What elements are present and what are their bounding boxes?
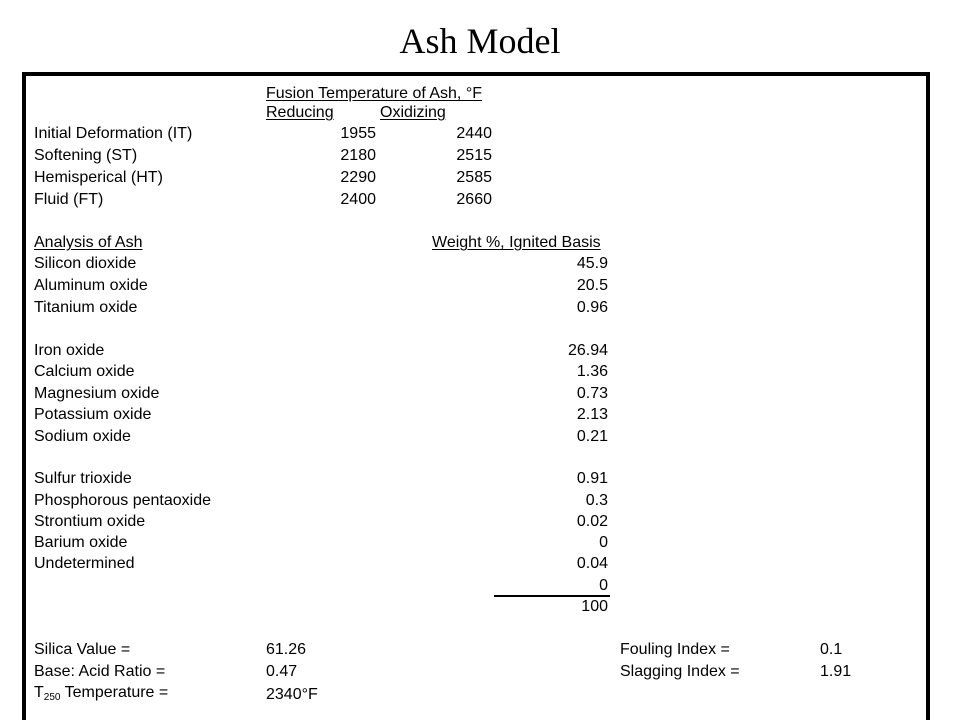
ash-data-panel (22, 72, 930, 720)
analysis-row-value: 0.04 (576, 555, 608, 572)
t250-temperature-label (34, 683, 168, 707)
base-acid-ratio-value: 0.47 (266, 663, 298, 680)
slide-title: Ash Model (399, 21, 561, 61)
fusion-header: Fusion Temperature of Ash, °F (266, 85, 482, 102)
fusion-row-oxidizing: 2585 (456, 169, 492, 186)
fouling-index-label: Fouling Index = (620, 641, 730, 658)
analysis-row-label: Silicon dioxide (34, 255, 137, 272)
col-oxidizing-header: Oxidizing (380, 104, 446, 121)
col-reducing-header: Reducing (266, 104, 334, 121)
analysis-row-label: Barium oxide (34, 534, 128, 551)
analysis-row-label: Strontium oxide (34, 513, 146, 530)
base-acid-ratio-label: Base: Acid Ratio = (34, 663, 166, 680)
analysis-row-value: 26.94 (567, 342, 608, 359)
analysis-row-value: 1.36 (576, 363, 608, 380)
t250-subscript: 250 (43, 692, 61, 703)
silica-value-label: Silica Value = (34, 641, 131, 658)
analysis-row-label: Phosphorous pentaoxide (34, 492, 212, 509)
analysis-row-value: 0 (599, 534, 608, 551)
analysis-row-value: 0 (599, 577, 608, 594)
analysis-header-value: Weight %, Ignited Basis (432, 234, 601, 251)
analysis-row-value: 20.5 (576, 277, 608, 294)
fusion-row-label: Fluid (FT) (34, 191, 104, 208)
analysis-row-label: Undetermined (34, 555, 135, 572)
analysis-row-label: Sulfur trioxide (34, 470, 132, 487)
fusion-row-oxidizing: 2660 (456, 191, 492, 208)
fusion-row-reducing: 2180 (340, 147, 376, 164)
fusion-row-label: Hemisperical (HT) (34, 169, 163, 186)
slagging-index-label: Slagging Index = (620, 663, 740, 680)
analysis-row-label: Sodium oxide (34, 428, 131, 445)
analysis-row-value: 0.02 (576, 513, 608, 530)
fusion-row-label: Initial Deformation (IT) (34, 125, 193, 142)
t250-suffix: Temperature = (60, 684, 169, 701)
analysis-row-value: 0.91 (576, 470, 608, 487)
fouling-index-value: 0.1 (820, 641, 843, 658)
analysis-row-value: 0.3 (585, 492, 608, 509)
fusion-row-oxidizing: 2515 (456, 147, 492, 164)
analysis-row-label: Titanium oxide (34, 299, 138, 316)
fusion-row-reducing: 2290 (340, 169, 376, 186)
analysis-row-value: 45.9 (576, 255, 608, 272)
fusion-row-oxidizing: 2440 (456, 125, 492, 142)
fusion-row-reducing: 2400 (340, 191, 376, 208)
t250-prefix: T (34, 684, 44, 701)
analysis-total: 100 (581, 598, 608, 615)
analysis-header-label: Analysis of Ash (34, 234, 143, 251)
analysis-row-label: Potassium oxide (34, 406, 152, 423)
analysis-row-value: 0.96 (576, 299, 608, 316)
fusion-row-reducing: 1955 (340, 125, 376, 142)
fusion-row-label: Softening (ST) (34, 147, 138, 164)
slagging-index-value: 1.91 (820, 663, 852, 680)
analysis-row-label: Magnesium oxide (34, 385, 160, 402)
analysis-row-label: Calcium oxide (34, 363, 135, 380)
analysis-row-label: Aluminum oxide (34, 277, 148, 294)
analysis-row-value: 2.13 (576, 406, 608, 423)
silica-value: 61.26 (266, 641, 307, 658)
analysis-row-value: 0.21 (576, 428, 608, 445)
t250-temperature-value: 2340°F (266, 686, 318, 703)
analysis-row-value: 0.73 (576, 385, 608, 402)
analysis-row-label: Iron oxide (34, 342, 105, 359)
